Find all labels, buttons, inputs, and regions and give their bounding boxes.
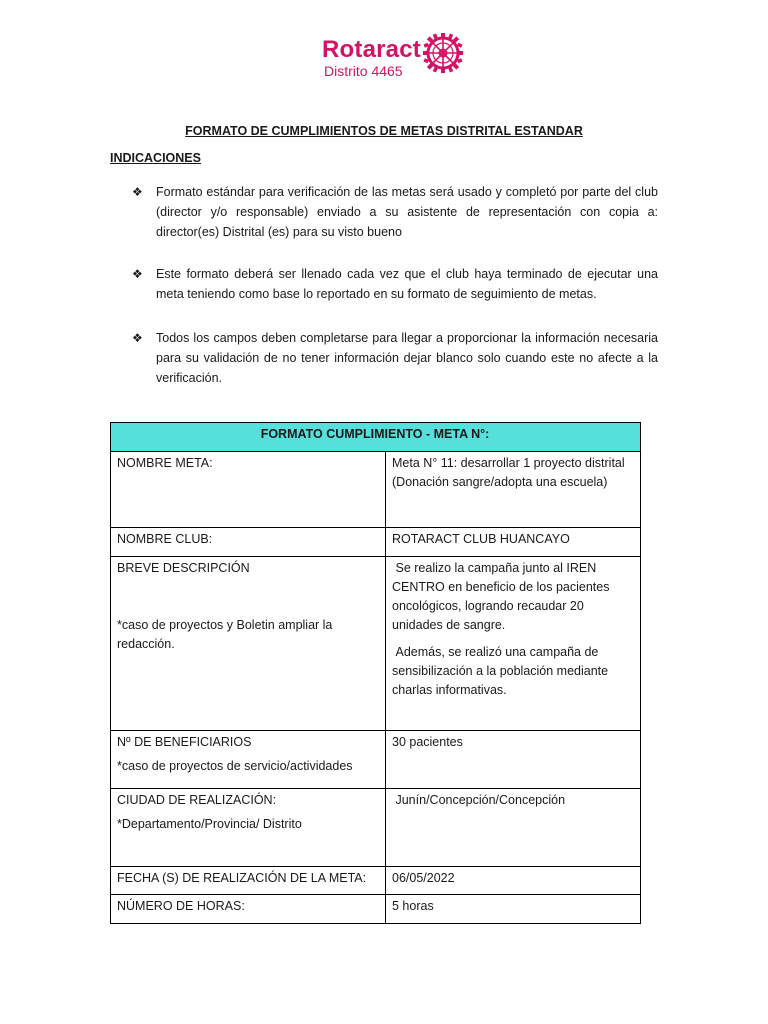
- field-label: NÚMERO DE HORAS:: [111, 895, 386, 924]
- form-header: FORMATO CUMPLIMIENTO - META N°:: [111, 423, 641, 452]
- field-note: *caso de proyectos de servicio/actividades: [117, 759, 353, 773]
- field-value-description-extra: Además, se realizó una campaña de sensibilización a la población mediante charlas informativas.: [392, 645, 612, 697]
- section-title-indicaciones: INDICACIONES: [110, 151, 201, 165]
- field-value-beneficiaries: 30 pacientes: [386, 731, 641, 789]
- table-row: [111, 867, 641, 895]
- field-label: NOMBRE CLUB:: [111, 528, 386, 557]
- diamond-bullet-icon: ❖: [132, 185, 143, 199]
- instruction-item: [132, 328, 658, 388]
- logo-name: Rotaract: [322, 36, 421, 63]
- table-row: [111, 789, 641, 867]
- field-label-cell: [111, 789, 386, 867]
- field-label: FECHA (S) DE REALIZACIÓN DE LA META:: [111, 867, 386, 895]
- field-value-date: 06/05/2022: [386, 867, 641, 895]
- field-label-cell: [111, 557, 386, 731]
- form-header-row: [111, 423, 641, 452]
- field-value-goal-name: Meta N° 11: desarrollar 1 proyecto distrital (Donación sangre/adopta una escuela): [386, 452, 641, 528]
- field-value-description-cell: [386, 557, 641, 731]
- logo-subtitle: Distrito 4465: [324, 63, 403, 79]
- field-value-city: Junín/Concepción/Concepción: [386, 789, 641, 867]
- document-title: FORMATO DE CUMPLIMIENTOS DE METAS DISTRITAL ESTANDAR: [185, 124, 583, 138]
- table-row: [111, 895, 641, 924]
- field-value-hours: 5 horas: [386, 895, 641, 924]
- instruction-text: Todos los campos deben completarse para llegar a proporcionar la información necesaria para su validación de no tener información dejar blanco solo cuando este no afecte a la verificación.: [156, 331, 658, 385]
- field-value-club-name: ROTARACT CLUB HUANCAYO: [386, 528, 641, 557]
- table-row: [111, 731, 641, 789]
- rotaract-logo: [322, 32, 472, 82]
- diamond-bullet-icon: ❖: [132, 267, 143, 281]
- instruction-item: [132, 264, 658, 304]
- compliance-form-table: [110, 422, 641, 924]
- field-label: NOMBRE META:: [111, 452, 386, 528]
- field-label: Nº DE BENEFICIARIOS: [117, 735, 252, 749]
- instruction-text: Este formato deberá ser llenado cada vez que el club haya terminado de ejecutar una meta teniendo como base lo reportado en su formato de seguimiento de metas.: [156, 267, 658, 301]
- field-note: *caso de proyectos y Boletin ampliar la redacción.: [117, 618, 333, 651]
- rotary-wheel-icon: [422, 32, 464, 74]
- instruction-text: Formato estándar para verificación de las metas será usado y completó por parte del club (director y/o responsable) enviado a su asistente de representación con copia a: director(es) Distrital (es) para su visto bueno: [156, 185, 658, 239]
- field-label: BREVE DESCRIPCIÓN: [117, 561, 250, 575]
- instruction-item: [132, 182, 658, 242]
- field-note: *Departamento/Provincia/ Distrito: [117, 817, 302, 831]
- table-row: [111, 557, 641, 731]
- field-label-cell: [111, 731, 386, 789]
- table-row: [111, 528, 641, 557]
- field-value-description: Se realizo la campaña junto al IREN CENTRO en beneficio de los pacientes oncológicos, logrando recaudar 20 unidades de sangre.: [392, 561, 613, 632]
- table-row: [111, 452, 641, 528]
- diamond-bullet-icon: ❖: [132, 331, 143, 345]
- field-label: CIUDAD DE REALIZACIÓN:: [117, 793, 277, 807]
